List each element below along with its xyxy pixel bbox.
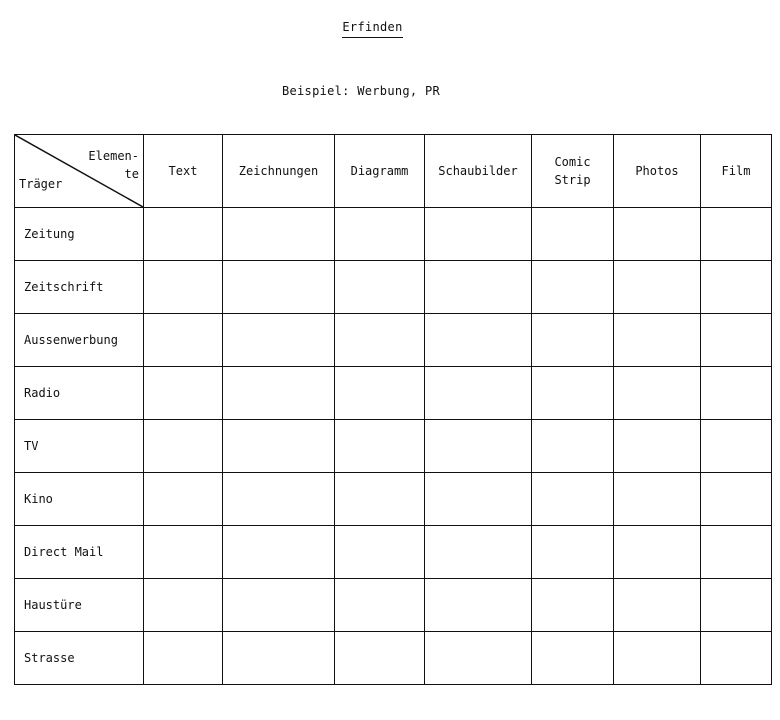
table-cell: [335, 473, 425, 526]
table-row: [15, 632, 772, 685]
column-header: Schaubilder: [425, 135, 532, 208]
table-cell: [701, 367, 772, 420]
table-cell: [223, 314, 335, 367]
page-title: Erfinden: [0, 20, 745, 38]
table-row: [15, 261, 772, 314]
table-cell: [425, 579, 532, 632]
table-cell: [614, 367, 701, 420]
table-row: [15, 208, 772, 261]
table-cell: [532, 261, 614, 314]
table-row: [15, 314, 772, 367]
table-cell: [144, 261, 223, 314]
column-header: Zeichnungen: [223, 135, 335, 208]
row-label: Kino: [15, 473, 144, 526]
table-cell: [144, 579, 223, 632]
table-cell: [144, 367, 223, 420]
table-cell: [532, 632, 614, 685]
row-label: Aussenwerbung: [15, 314, 144, 367]
table-cell: [532, 208, 614, 261]
table-row: [15, 526, 772, 579]
table-cell: [223, 579, 335, 632]
row-label: Zeitschrift: [15, 261, 144, 314]
table-cell: [223, 420, 335, 473]
table-cell: [144, 473, 223, 526]
table-cell: [144, 208, 223, 261]
table-cell: [701, 632, 772, 685]
table-row: [15, 367, 772, 420]
column-header: Comic Strip: [532, 135, 614, 208]
table-cell: [614, 526, 701, 579]
table-cell: [335, 420, 425, 473]
table-cell: [614, 208, 701, 261]
table-cell: [701, 579, 772, 632]
column-header: Diagramm: [335, 135, 425, 208]
table-cell: [335, 314, 425, 367]
table-row: [15, 420, 772, 473]
table-cell: [425, 526, 532, 579]
table-cell: [335, 208, 425, 261]
table-cell: [223, 261, 335, 314]
row-label: Zeitung: [15, 208, 144, 261]
table-cell: [335, 261, 425, 314]
row-label: Radio: [15, 367, 144, 420]
column-header: Photos: [614, 135, 701, 208]
table-cell: [335, 579, 425, 632]
table-cell: [701, 261, 772, 314]
page-subtitle: Beispiel: Werbung, PR: [281, 84, 441, 98]
table-cell: [223, 526, 335, 579]
table-cell: [532, 473, 614, 526]
table-cell: [614, 579, 701, 632]
table-cell: [532, 314, 614, 367]
table-cell: [425, 261, 532, 314]
row-label: Strasse: [15, 632, 144, 685]
column-axis-label: Elemen- te: [88, 149, 139, 181]
column-header: Film: [701, 135, 772, 208]
table-cell: [425, 632, 532, 685]
matrix-table: [14, 134, 772, 685]
table-row: [15, 473, 772, 526]
table-cell: [425, 420, 532, 473]
table-cell: [701, 208, 772, 261]
table-cell: [335, 632, 425, 685]
table-cell: [425, 314, 532, 367]
table-cell: [532, 526, 614, 579]
table-cell: [223, 367, 335, 420]
row-label: Direct Mail: [15, 526, 144, 579]
table-row: [15, 579, 772, 632]
row-label: Haustüre: [15, 579, 144, 632]
table-cell: [614, 420, 701, 473]
table-cell: [144, 526, 223, 579]
header-row: [15, 135, 772, 208]
table-cell: [223, 632, 335, 685]
table-cell: [614, 473, 701, 526]
table-cell: [701, 526, 772, 579]
table-cell: [223, 208, 335, 261]
table-cell: [701, 314, 772, 367]
table-cell: [144, 314, 223, 367]
table-cell: [532, 579, 614, 632]
table-cell: [144, 632, 223, 685]
table-cell: [532, 367, 614, 420]
table-cell: [614, 261, 701, 314]
table-cell: [701, 473, 772, 526]
table-cell: [614, 314, 701, 367]
table-cell: [425, 208, 532, 261]
row-axis-label: Träger: [19, 177, 63, 191]
table-cell: [614, 632, 701, 685]
table-cell: [532, 420, 614, 473]
table-cell: [425, 367, 532, 420]
column-header: Text: [144, 135, 223, 208]
table-cell: [425, 473, 532, 526]
corner-header-cell: [15, 135, 144, 208]
row-label: TV: [15, 420, 144, 473]
table-cell: [335, 367, 425, 420]
table-cell: [144, 420, 223, 473]
table-cell: [223, 473, 335, 526]
table-cell: [701, 420, 772, 473]
table-cell: [335, 526, 425, 579]
